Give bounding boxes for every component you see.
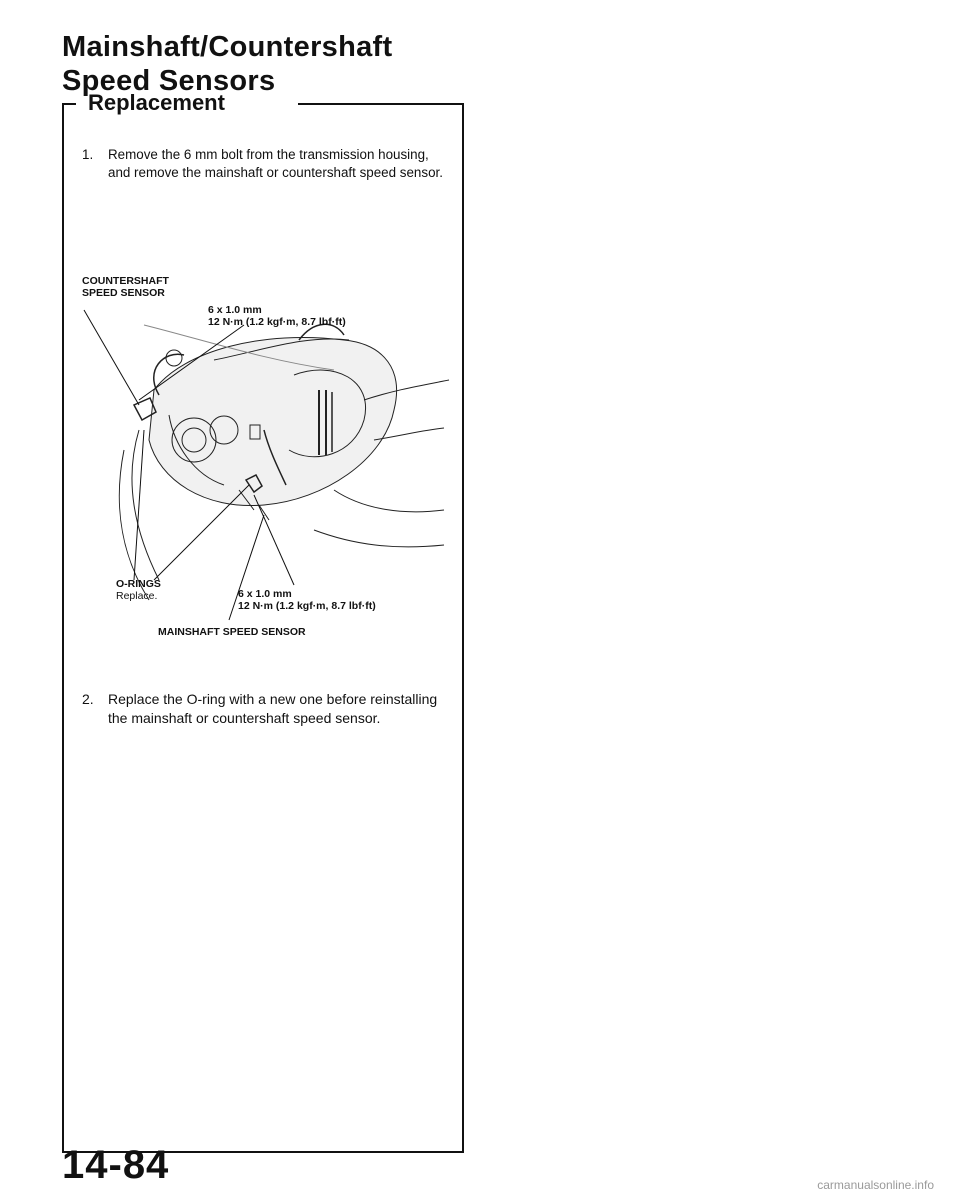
orings-label-title: O-RINGS <box>116 578 161 590</box>
page-title-line-1: Mainshaft/Countershaft <box>62 31 393 63</box>
step-1-number: 1. <box>82 147 94 162</box>
transmission-illustration <box>119 324 449 600</box>
countershaft-label-line-2: SPEED SENSOR <box>82 287 165 299</box>
countershaft-label-line-1: COUNTERSHAFT <box>82 275 169 287</box>
step-2-number: 2. <box>82 691 94 707</box>
orings-label-note: Replace. <box>116 590 158 602</box>
bolt-2-torque: 12 N·m (1.2 kgf·m, 8.7 lbf·ft) <box>238 600 376 612</box>
bolt-torque-label-2 <box>238 588 376 612</box>
orings-label <box>116 578 161 602</box>
mainshaft-sensor-label: MAINSHAFT SPEED SENSOR <box>158 626 306 638</box>
step-1 <box>82 146 452 182</box>
box-top-border-right <box>298 103 464 105</box>
page-number: 14-84 <box>62 1143 170 1187</box>
watermark: carmanualsonline.info <box>817 1178 934 1192</box>
step-2 <box>82 690 452 728</box>
step-2-text: Replace the O-ring with a new one before reinstalling the mainshaft or countershaft speed sensor. <box>108 691 438 726</box>
page-title <box>62 30 392 98</box>
step-1-text: Remove the 6 mm bolt from the transmission housing, and remove the mainshaft or countershaft speed sensor. <box>108 147 443 180</box>
bolt-torque-label-1 <box>208 304 346 328</box>
countershaft-sensor-label <box>82 275 169 299</box>
bolt-1-size: 6 x 1.0 mm <box>208 304 262 316</box>
bolt-2-size: 6 x 1.0 mm <box>238 588 292 600</box>
bolt-1-torque: 12 N·m (1.2 kgf·m, 8.7 lbf·ft) <box>208 316 346 328</box>
section-heading: Replacement <box>88 90 225 115</box>
page-title-line-2: Speed Sensors <box>62 65 276 97</box>
box-top-border-left <box>62 103 76 105</box>
